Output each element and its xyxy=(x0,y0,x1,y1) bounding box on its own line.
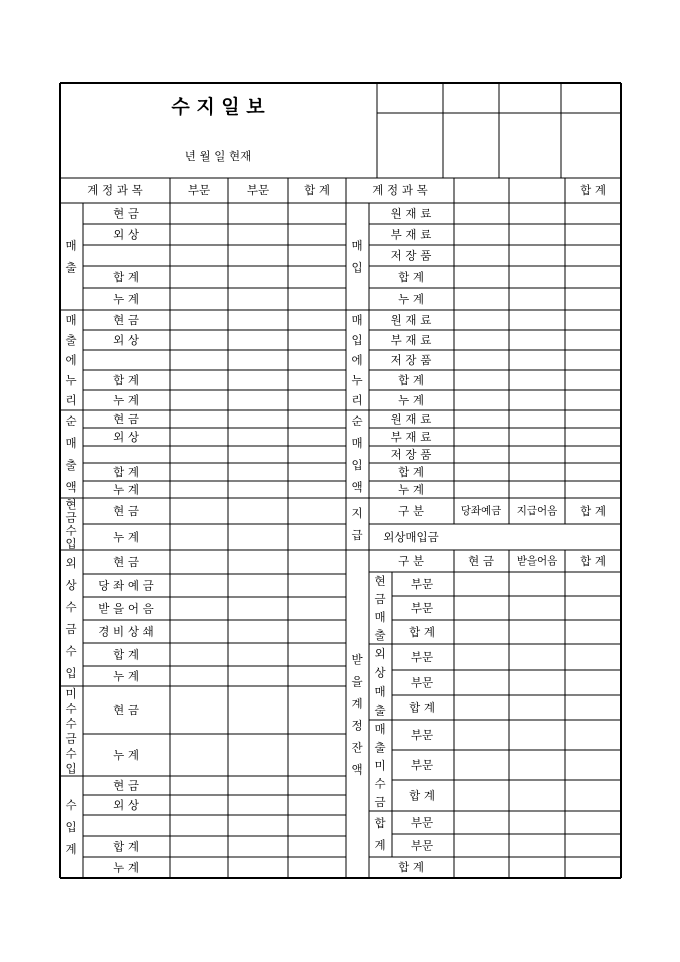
purchase-credit-item: 합 계 xyxy=(398,373,424,387)
payment-col-checking: 당좌예금 xyxy=(460,505,502,517)
purchase-item: 합 계 xyxy=(398,270,424,284)
income-total-label: 수 입 계 xyxy=(65,798,77,856)
net-sales-label: 순 매 출 액 xyxy=(65,414,77,494)
rb-receivable-label: 매 출 미 수 금 xyxy=(374,722,386,809)
payment-col-notes: 지급어음 xyxy=(516,505,558,517)
income-total-item: 합 계 xyxy=(113,839,139,854)
right-total-header: 합 계 xyxy=(580,183,606,197)
credit-collection-item: 합 계 xyxy=(113,647,139,662)
income-total-item: 누 계 xyxy=(113,860,139,875)
net-sales-item: 현 금 xyxy=(113,412,139,426)
rb-receivable-item: 합 계 xyxy=(409,788,435,803)
credit-collection-item: 받 을 어 음 xyxy=(98,601,154,616)
sales-credit-label: 매 출 에 누 리 xyxy=(65,313,77,407)
purchase-credit-label: 매 입 에 누 리 xyxy=(351,313,363,407)
sales-item: 합 계 xyxy=(113,270,139,284)
cash-income-label: 현 금 수 입 xyxy=(65,497,77,551)
purchase-credit-item: 저 장 품 xyxy=(390,353,432,367)
purchase-credit-item: 원 재 료 xyxy=(390,313,432,327)
rb-grand-total: 합 계 xyxy=(398,860,424,874)
receivable-collection-label: 미 수 수 금 수 입 xyxy=(65,686,77,776)
dept2-header: 부문 xyxy=(246,183,270,197)
net-purchase-item: 누 계 xyxy=(398,482,424,497)
purchase-credit-item: 부 재 료 xyxy=(390,333,432,347)
rb-credit-sales-label: 외 상 매 출 xyxy=(374,646,386,718)
net-purchase-item: 원 재 료 xyxy=(390,412,432,426)
form-text xyxy=(65,95,605,875)
sales-item: 외 상 xyxy=(113,227,139,242)
rb-cash-sales-item: 부문 xyxy=(410,577,434,591)
net-purchase-label: 순 매 입 액 xyxy=(351,414,363,494)
cash-income-item: 현 금 xyxy=(113,504,139,518)
payment-item-ap: 외상매입금 xyxy=(383,530,439,544)
cash-income-item: 누 계 xyxy=(113,530,139,544)
payment-label: 지 급 xyxy=(351,506,363,542)
rb-receivable-item: 부문 xyxy=(410,758,434,772)
credit-collection-item: 누 계 xyxy=(113,669,139,683)
rb-total-label: 합 계 xyxy=(374,816,386,852)
sales-label: 매 출 xyxy=(65,238,77,275)
right-item-header: 계 정 과 목 xyxy=(372,183,428,197)
purchase-credit-item: 누 계 xyxy=(398,393,424,407)
sales-item: 현 금 xyxy=(113,206,139,221)
net-sales-item: 누 계 xyxy=(113,482,139,497)
rb-receivable-item: 부문 xyxy=(410,728,434,742)
rb-col-cash: 현 금 xyxy=(468,554,494,568)
rb-cash-sales-item: 부문 xyxy=(410,601,434,615)
left-item-header: 계 정 과 목 xyxy=(87,183,143,197)
sales-credit-item: 외 상 xyxy=(113,333,139,347)
purchase-item: 부 재 료 xyxy=(390,227,432,242)
rb-credit-sales-item: 부문 xyxy=(410,675,434,690)
rb-cash-sales-label: 현 금 매 출 xyxy=(374,574,386,642)
rb-credit-sales-item: 합 계 xyxy=(409,700,435,715)
receivable-collection-item: 누 계 xyxy=(113,748,139,762)
rb-col-total: 합 계 xyxy=(580,554,606,568)
sales-item: 누 계 xyxy=(113,292,139,306)
net-purchase-item: 합 계 xyxy=(398,465,424,479)
grid-lines xyxy=(60,83,621,878)
purchase-item: 누 계 xyxy=(398,292,424,306)
net-purchase-item: 저 장 품 xyxy=(390,447,432,462)
net-purchase-item: 부 재 료 xyxy=(390,430,432,444)
net-sales-item: 합 계 xyxy=(113,465,139,479)
rb-credit-sales-item: 부문 xyxy=(410,650,434,664)
credit-collection-label: 외 상 수 금 수 입 xyxy=(65,556,77,680)
rb-header-item: 구 분 xyxy=(398,554,424,568)
sales-credit-item: 합 계 xyxy=(113,373,139,387)
purchase-item: 원 재 료 xyxy=(390,206,432,221)
credit-collection-item: 경 비 상 쇄 xyxy=(98,624,154,639)
dept1-header: 부문 xyxy=(187,183,211,197)
payment-header-item: 구 분 xyxy=(398,504,424,518)
rb-total-item: 부문 xyxy=(410,838,434,853)
receivable-balance-label: 받 을 계 정 잔 액 xyxy=(351,652,363,777)
purchase-label: 매 입 xyxy=(351,238,363,275)
form-title: 수 지 일 보 xyxy=(171,96,265,118)
rb-cash-sales-item: 합 계 xyxy=(409,625,435,639)
receivable-collection-item: 현 금 xyxy=(113,703,139,717)
sales-credit-item: 현 금 xyxy=(113,313,139,327)
date-line: 년 월 일 현재 xyxy=(184,149,252,163)
income-total-item: 외 상 xyxy=(113,798,139,812)
credit-collection-item: 현 금 xyxy=(113,555,139,569)
income-total-item: 현 금 xyxy=(113,778,139,793)
net-sales-item: 외 상 xyxy=(113,430,139,444)
credit-collection-item: 당 좌 예 금 xyxy=(98,578,154,593)
rb-total-item: 부문 xyxy=(410,815,434,830)
rb-col-notes: 받을어음 xyxy=(516,555,558,567)
sales-credit-item: 누 계 xyxy=(113,393,139,407)
left-total-header: 합 계 xyxy=(304,183,330,197)
purchase-item: 저 장 품 xyxy=(390,248,432,263)
payment-col-total: 합 계 xyxy=(580,504,606,518)
